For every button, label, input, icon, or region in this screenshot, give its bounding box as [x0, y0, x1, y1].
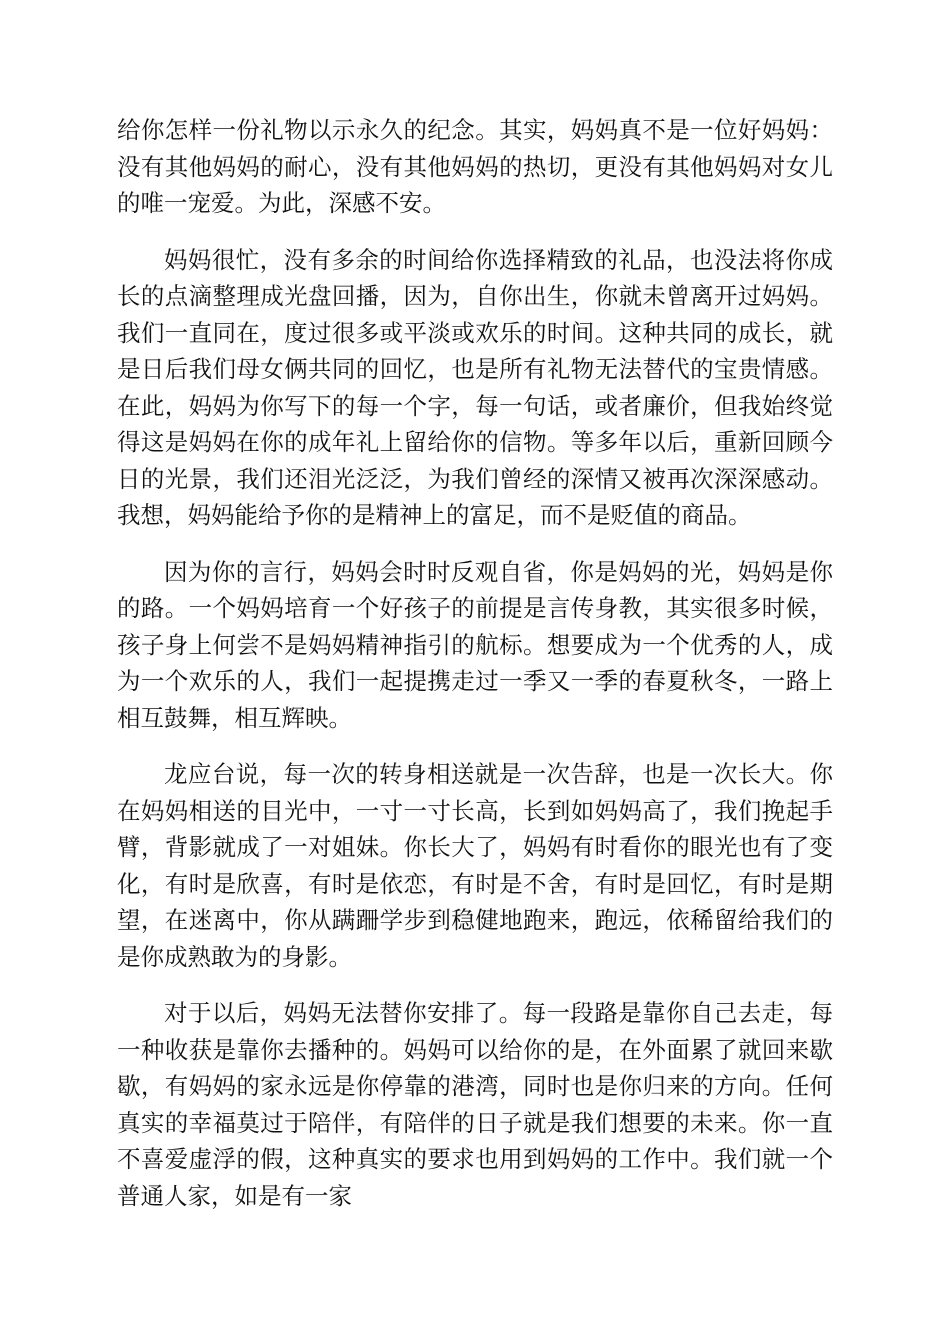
document-page	[117, 112, 833, 1234]
paragraph-4: 龙应台说，每一次的转身相送就是一次告辞，也是一次长大。你在妈妈相送的目光中，一寸一寸长高，长到如妈妈高了，我们挽起手臂，背影就成了一对姐妹。你长大了，妈妈有时看你的眼光也有了变化，有时是欣喜，有时是依恋，有时是不舍，有时是回忆，有时是期望，在迷离中，你从蹒跚学步到稳健地跑来，跑远，依稀留给我们的是你成熟敢为的身影。	[117, 760, 833, 971]
paragraph-5: 对于以后，妈妈无法替你安排了。每一段路是靠你自己去走，每一种收获是靠你去播种的。妈妈可以给你的是，在外面累了就回来歇歇，有妈妈的家永远是你停靠的港湾，同时也是你归来的方向。任何真实的幸福莫过于陪伴，有陪伴的日子就是我们想要的未来。你一直不喜爱虚浮的假，这种真实的要求也用到妈妈的工作中。我们就一个普通人家，如是有一家	[117, 999, 833, 1210]
paragraph-3: 因为你的言行，妈妈会时时反观自省，你是妈妈的光，妈妈是你的路。一个妈妈培育一个好孩子的前提是言传身教，其实很多时候，孩子身上何尝不是妈妈精神指引的航标。想要成为一个优秀的人，成为一个欢乐的人，我们一起提携走过一季又一季的春夏秋冬，一路上相互鼓舞，相互辉映。	[117, 557, 833, 732]
paragraph-2: 妈妈很忙，没有多余的时间给你选择精致的礼品，也没法将你成长的点滴整理成光盘回播，因为，自你出生，你就未曾离开过妈妈。我们一直同在，度过很多或平淡或欢乐的时间。这种共同的成长，就是日后我们母女俩共同的回忆，也是所有礼物无法替代的宝贵情感。在此，妈妈为你写下的每一个字，每一句话，或者廉价，但我始终觉得这是妈妈在你的成年礼上留给你的信物。等多年以后，重新回顾今日的光景，我们还泪光泛泛，为我们曾经的深情又被再次深深感动。我想，妈妈能给予你的是精神上的富足，而不是贬值的商品。	[117, 245, 833, 529]
paragraph-1: 给你怎样一份礼物以示永久的纪念。其实，妈妈真不是一位好妈妈：没有其他妈妈的耐心，没有其他妈妈的热切，更没有其他妈妈对女儿的唯一宠爱。为此，深感不安。	[117, 116, 833, 217]
